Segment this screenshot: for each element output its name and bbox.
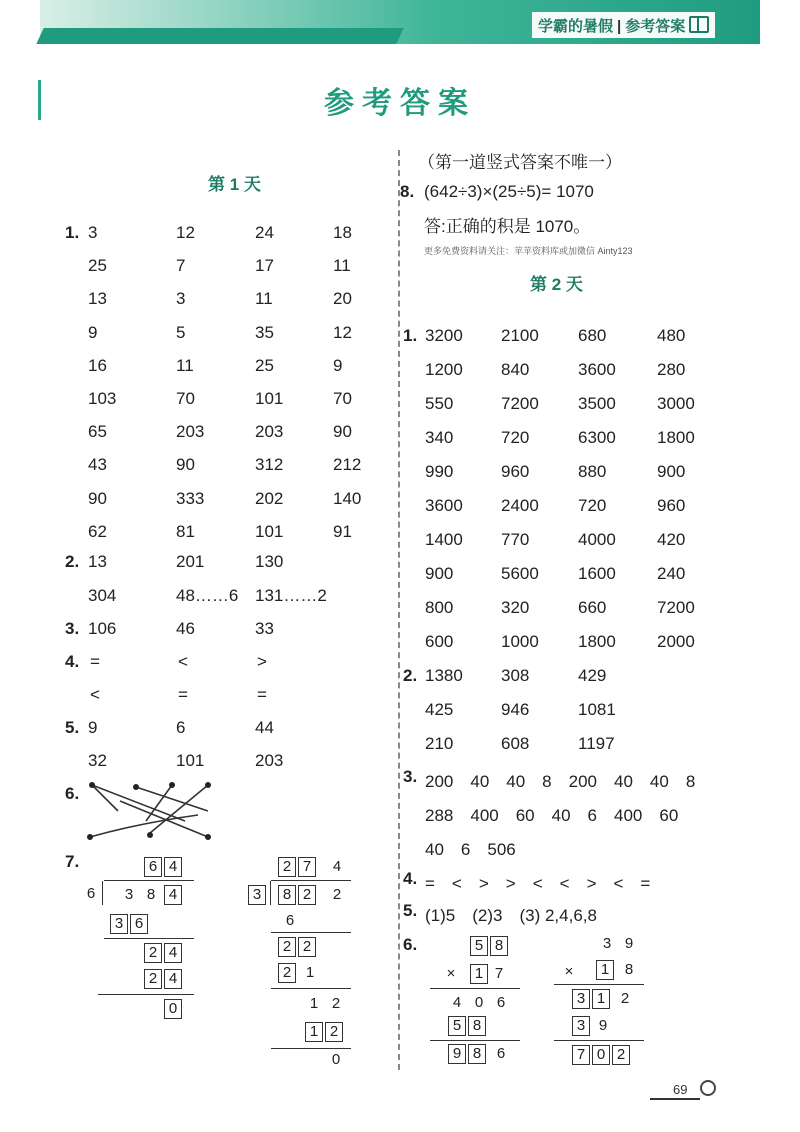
day1-q3-label: 3. [65, 619, 80, 638]
digit-box: 5 [470, 936, 488, 956]
answer-cell: 550 [425, 394, 454, 413]
page-title: 参考答案 [324, 87, 476, 120]
answer-cell: = [178, 685, 188, 704]
answer-cell: 9 [88, 322, 98, 342]
page-number-underline [650, 1098, 700, 1100]
subtraction-line [271, 1048, 351, 1049]
digit-box: 8 [468, 1016, 486, 1036]
answer-cell: 800 [425, 598, 454, 617]
answer-cell: 13 [88, 552, 107, 571]
answer-cell: 1197 [578, 734, 615, 753]
q8-label: 8. [400, 182, 415, 201]
sun-icon [700, 1080, 716, 1096]
answer-cell: 7 [176, 256, 186, 276]
partial-digit: 6 [496, 994, 506, 1011]
result-digit: 6 [496, 1045, 506, 1062]
partial-digit: 9 [598, 1017, 608, 1034]
answer-cell: 308 [501, 666, 530, 685]
long-division-1 [80, 855, 210, 1025]
digit-box: 4 [164, 885, 182, 905]
digit-box: 8 [278, 885, 296, 905]
long-division-2 [245, 855, 375, 1075]
answer-cell: 11 [333, 256, 351, 276]
day2-q4-text: = < > > < < > < = [425, 874, 651, 893]
digit-box: 8 [490, 936, 508, 956]
answer-cell: 660 [578, 598, 607, 617]
answer-cell: 880 [578, 462, 607, 481]
answer-cell: 25 [88, 256, 107, 276]
answer-cell: 240 [657, 564, 686, 583]
day1-title: 第 1 天 [208, 175, 261, 194]
day2-q4-label: 4. [403, 869, 418, 888]
header-brand: 学霸的暑假 | 参考答案 [532, 12, 715, 38]
answer-cell: 20 [333, 289, 352, 309]
step-digit: 1 [305, 964, 315, 981]
answer-cell: 720 [578, 496, 607, 515]
answer-cell: 90 [333, 422, 352, 442]
section-name: 参考答案 [625, 18, 686, 35]
answer-cell: 2400 [501, 496, 539, 515]
answer-cell: 33 [255, 619, 274, 638]
times-sign: × [564, 963, 574, 980]
answer-cell: 203 [255, 422, 284, 442]
answer-cell: 13 [88, 289, 107, 309]
digit-box: 0 [164, 999, 182, 1019]
multiplier-digit: 7 [494, 965, 504, 982]
answer-cell: 130 [255, 552, 284, 571]
multiplier-digit: 8 [624, 961, 634, 978]
answer-cell: 600 [425, 632, 454, 651]
match-dot [133, 784, 139, 790]
answer-cell: 203 [255, 751, 284, 770]
digit-box: 4 [164, 943, 182, 963]
answer-cell: 3600 [578, 360, 616, 379]
answer-cell: < [178, 652, 188, 671]
answer-cell: 24 [255, 223, 274, 242]
answer-cell: 1800 [657, 428, 695, 447]
answer-cell: 608 [501, 734, 530, 753]
answer-cell: 304 [88, 585, 117, 605]
brand-name: 学霸的暑假 [538, 18, 614, 35]
digit-box: 1 [596, 960, 614, 980]
match-dot [147, 832, 153, 838]
answer-cell: 900 [657, 462, 686, 481]
answer-cell: 425 [425, 700, 454, 719]
answer-cell: 18 [333, 223, 352, 242]
product-line [430, 1040, 520, 1041]
subtraction-line [271, 932, 351, 933]
answer-cell: 5 [176, 322, 186, 342]
answer-cell: 3500 [578, 394, 616, 413]
digit-box: 3 [248, 885, 266, 905]
answer-cell: 680 [578, 326, 607, 345]
answer-cell: 12 [333, 322, 352, 342]
answer-cell: 990 [425, 462, 454, 481]
digit-box: 9 [448, 1044, 466, 1064]
answer-cell: 203 [176, 422, 205, 442]
division-bracket [270, 881, 271, 905]
day2-q3-line: 288 400 60 40 6 400 60 [425, 806, 679, 825]
partial-digit: 2 [620, 990, 630, 1007]
dividend-digit: 2 [332, 886, 342, 903]
division-bar [104, 880, 194, 881]
answer-cell: 3 [88, 223, 98, 242]
match-dot [205, 834, 211, 840]
answer-cell: 91 [333, 521, 352, 541]
answer-cell: 11 [255, 289, 273, 309]
partial-digit: 4 [452, 994, 462, 1011]
answer-cell: 770 [501, 530, 530, 549]
answer-cell: 11 [176, 355, 194, 375]
day1-q5-label: 5. [65, 718, 80, 737]
answer-cell: 70 [176, 389, 195, 408]
answer-cell: 480 [657, 326, 686, 345]
digit-box: 1 [592, 989, 610, 1009]
answer-cell: 101 [255, 389, 284, 408]
digit-box: 2 [325, 1022, 343, 1042]
day1-q1-label: 1. [65, 223, 80, 242]
quotient-digit: 4 [332, 858, 342, 875]
match-line [136, 787, 208, 811]
answer-cell: 3 [176, 289, 186, 309]
digit-box: 7 [298, 857, 316, 877]
answer-cell: 44 [255, 718, 274, 737]
answer-cell: 4000 [578, 530, 616, 549]
answer-cell: 3000 [657, 394, 695, 413]
answer-cell: 81 [176, 521, 195, 541]
q8-expression: (642÷3)×(25÷5)= 1070 [424, 182, 594, 201]
answer-cell: 6300 [578, 428, 616, 447]
multiplication-2 [550, 932, 660, 1072]
answer-cell: 131……2 [255, 585, 327, 605]
answer-cell: 1380 [425, 666, 463, 685]
answer-cell: 48……6 [176, 585, 239, 605]
step-digit: 1 [309, 995, 319, 1012]
answer-cell: 32 [88, 751, 107, 770]
day1-q7-label: 7. [65, 852, 80, 871]
page-number: 69 [673, 1082, 688, 1097]
digit-box: 0 [592, 1045, 610, 1065]
answer-cell: 420 [657, 530, 686, 549]
answer-cell: 35 [255, 322, 274, 342]
match-dot [87, 834, 93, 840]
answer-cell: 7200 [501, 394, 539, 413]
answer-cell: > [257, 652, 267, 671]
digit-box: 2 [278, 857, 296, 877]
day2-q2-label: 2. [403, 666, 418, 685]
q8-answer: 答:正确的积是 1070。 [424, 217, 591, 236]
answer-cell: 212 [333, 455, 362, 475]
answer-cell: 960 [657, 496, 686, 515]
answer-cell: 320 [501, 598, 530, 617]
product-line [430, 988, 520, 989]
digit-box: 7 [572, 1045, 590, 1065]
answer-cell: 17 [255, 256, 274, 276]
matching-lines-diagram [80, 775, 220, 845]
header-banner-slant [36, 28, 403, 44]
digit-box: 1 [470, 964, 488, 984]
subtraction-line [98, 994, 194, 995]
day2-q1-label: 1. [403, 326, 418, 345]
answer-cell: 106 [88, 619, 117, 638]
answer-cell: 840 [501, 360, 530, 379]
answer-cell: 43 [88, 455, 107, 475]
answer-cell: 5600 [501, 564, 539, 583]
digit-box: 4 [164, 857, 182, 877]
digit-box: 4 [164, 969, 182, 989]
answer-cell: 70 [333, 389, 352, 408]
answer-cell: 201 [176, 552, 205, 571]
digit-box: 2 [298, 885, 316, 905]
answer-cell: 140 [333, 488, 362, 508]
digit-box: 2 [144, 969, 162, 989]
digit-box: 3 [572, 989, 590, 1009]
match-dot [205, 782, 211, 788]
answer-cell: 1200 [425, 360, 463, 379]
match-dot [89, 782, 95, 788]
answer-cell: 210 [425, 734, 454, 753]
note-text: （第一道竖式答案不唯一） [418, 153, 622, 172]
answer-cell: 25 [255, 355, 274, 375]
answer-cell: 1000 [501, 632, 539, 651]
digit-box: 2 [278, 963, 296, 983]
answer-cell: 280 [657, 360, 686, 379]
day2-q6-label: 6. [403, 935, 418, 954]
product-line [554, 984, 644, 985]
digit-box: 5 [448, 1016, 466, 1036]
ad-text: 更多免费资料请关注：苹苹资料库或加微信 Ainty123 [424, 246, 633, 256]
answer-cell: = [90, 652, 100, 671]
answer-cell: 101 [255, 521, 284, 541]
day2-q3-line: 200 40 40 8 200 40 40 8 [425, 772, 696, 791]
answer-cell: 62 [88, 521, 107, 541]
digit-box: 6 [130, 914, 148, 934]
digit-box: 2 [144, 943, 162, 963]
day1-q2-label: 2. [65, 552, 80, 571]
dividend-digit: 8 [146, 886, 156, 903]
multiplication-1 [420, 932, 530, 1072]
digit-box: 2 [278, 937, 296, 957]
product-line [554, 1040, 644, 1041]
answer-cell: 312 [255, 455, 284, 475]
answer-cell: 333 [176, 488, 205, 508]
division-bar [271, 880, 351, 881]
digit-box: 2 [612, 1045, 630, 1065]
subtraction-line [271, 988, 351, 989]
answer-cell: 12 [176, 223, 195, 242]
day2-q3-label: 3. [403, 767, 418, 786]
answer-cell: 3200 [425, 326, 463, 345]
answer-cell: 3600 [425, 496, 463, 515]
top-digit: 9 [624, 935, 634, 952]
answer-cell: 900 [425, 564, 454, 583]
answer-cell: 7200 [657, 598, 695, 617]
answer-cell: 1400 [425, 530, 463, 549]
dividend-digit: 3 [124, 886, 134, 903]
step-digit: 2 [331, 995, 341, 1012]
digit-box: 8 [468, 1044, 486, 1064]
answer-cell: 1081 [578, 700, 616, 719]
division-bracket [102, 881, 103, 905]
answer-cell: 2000 [657, 632, 695, 651]
answer-cell: 202 [255, 488, 284, 508]
answer-cell: 103 [88, 389, 117, 408]
match-dot [169, 782, 175, 788]
step-digit: 6 [285, 912, 295, 929]
divisor-digit: 6 [86, 885, 96, 902]
book-icon [689, 16, 709, 33]
day1-q4-label: 4. [65, 652, 80, 671]
answer-cell: 46 [176, 619, 195, 638]
day2-q5-label: 5. [403, 901, 418, 920]
answer-cell: 16 [88, 355, 107, 375]
digit-box: 3 [110, 914, 128, 934]
answer-cell: 1600 [578, 564, 616, 583]
match-line [92, 785, 118, 811]
digit-box: 1 [305, 1022, 323, 1042]
answer-cell: 720 [501, 428, 530, 447]
answer-cell: 90 [88, 488, 107, 508]
answer-cell: 6 [176, 718, 186, 737]
answer-cell: 2100 [501, 326, 539, 345]
answer-cell: < [90, 685, 100, 704]
match-line [146, 785, 172, 821]
answer-cell: 65 [88, 422, 107, 442]
answer-cell: 9 [333, 355, 343, 375]
times-sign: × [446, 965, 456, 982]
partial-digit: 0 [474, 994, 484, 1011]
answer-cell: 429 [578, 666, 607, 685]
day1-q6-label: 6. [65, 784, 80, 803]
digit-box: 3 [572, 1016, 590, 1036]
column-divider [398, 150, 400, 1070]
digit-box: 6 [144, 857, 162, 877]
subtraction-line [104, 938, 194, 939]
day2-q3-line: 40 6 506 [425, 840, 516, 859]
answer-cell: 946 [501, 700, 530, 719]
answer-cell: 101 [176, 751, 205, 770]
answer-cell: 960 [501, 462, 530, 481]
digit-box: 2 [298, 937, 316, 957]
top-digit: 3 [602, 935, 612, 952]
day2-q5-text: (1)5 (2)3 (3) 2,4,6,8 [425, 906, 597, 925]
answer-cell: 90 [176, 455, 195, 475]
remainder-digit: 0 [331, 1051, 341, 1068]
answer-cell: 1800 [578, 632, 616, 651]
day2-title: 第 2 天 [530, 275, 583, 294]
answer-cell: = [257, 685, 267, 704]
answer-cell: 340 [425, 428, 454, 447]
answer-cell: 9 [88, 718, 98, 737]
